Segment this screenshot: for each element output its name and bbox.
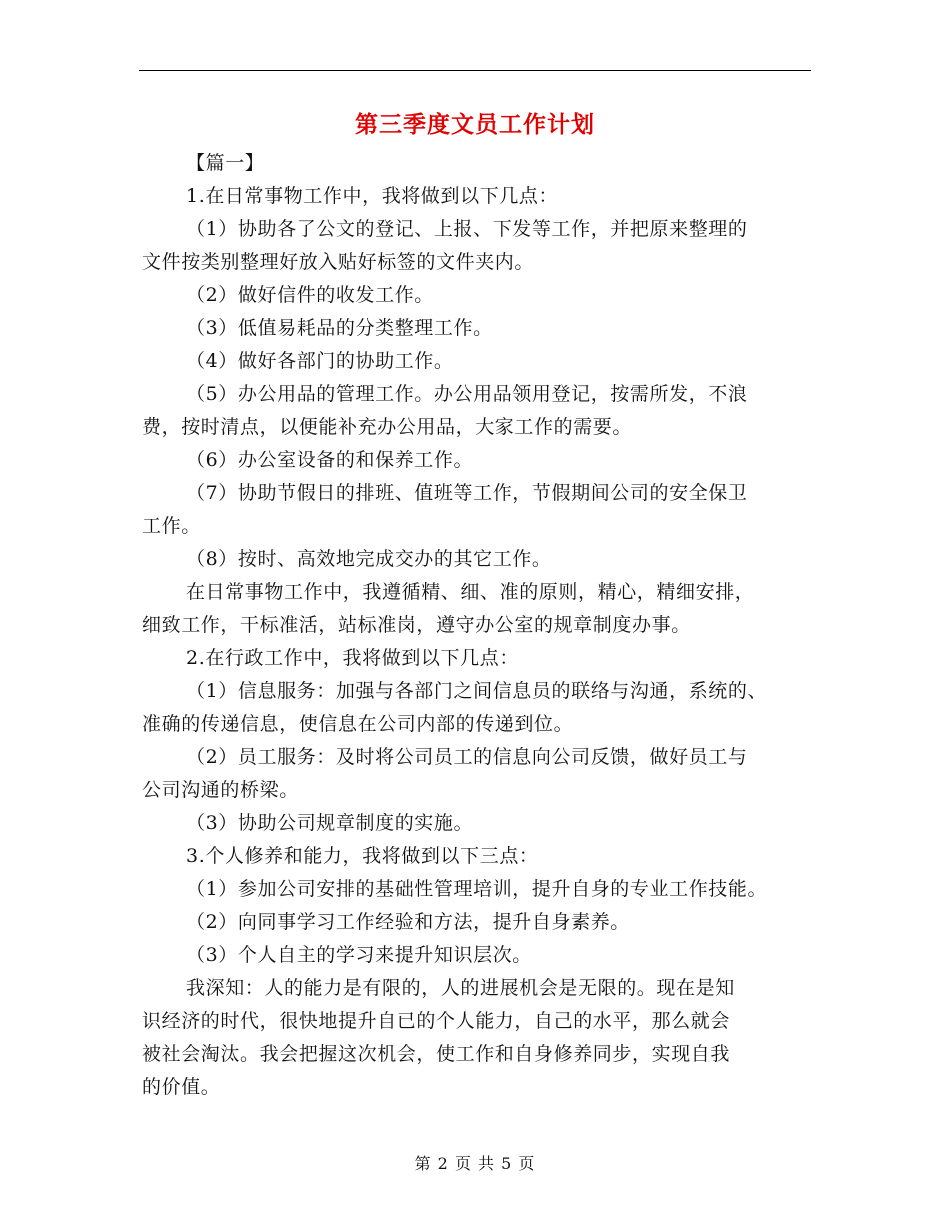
paragraph-line: （8）按时、高效地完成交办的其它工作。 — [186, 548, 552, 570]
paragraph-line: （6）办公室设备的和保养工作。 — [186, 449, 474, 471]
document-body — [142, 147, 814, 1104]
paragraph-line: 被社会淘汰。我会把握这次机会，使工作和自身修养同步，实现自我 — [142, 1043, 731, 1065]
paragraph-line: （7）协助节假日的排班、值班等工作，节假期间公司的安全保卫 — [186, 482, 748, 504]
page-footer: 第 2 页 共 5 页 — [414, 1154, 536, 1173]
paragraph-line: 2.在行政工作中，我将做到以下几点： — [186, 647, 519, 669]
paragraph-line: （1）参加公司安排的基础性管理培训，提升自身的专业工作技能。 — [186, 878, 768, 900]
paragraph-line: （3）个人自主的学习来提升知识层次。 — [186, 944, 532, 966]
paragraph-line: 工作。 — [142, 515, 201, 537]
paragraph-line: （2）向同事学习工作经验和方法，提升自身素养。 — [186, 911, 630, 933]
paragraph-line: 在日常事物工作中，我遵循精、细、准的原则，精心，精细安排， — [186, 581, 755, 603]
header-rule — [139, 70, 811, 71]
paragraph-line: 的价值。 — [142, 1076, 221, 1098]
paragraph-line: （2）员工服务：及时将公司员工的信息向公司反馈，做好员工与 — [186, 746, 748, 768]
paragraph-line: （3）低值易耗品的分类整理工作。 — [186, 317, 493, 339]
paragraph-line: （5）办公用品的管理工作。办公用品领用登记，按需所发，不浪 — [186, 383, 748, 405]
paragraph-line: 1.在日常事物工作中，我将做到以下几点： — [186, 185, 559, 207]
paragraph-line: 【篇一】 — [186, 152, 265, 174]
paragraph-line: 细致工作，干标准活，站标准岗，遵守办公室的规章制度办事。 — [142, 614, 691, 636]
paragraph-line: 3.个人修养和能力，我将做到以下三点： — [186, 845, 539, 867]
paragraph-line: 准确的传递信息，使信息在公司内部的传递到位。 — [142, 713, 574, 735]
paragraph-line: （3）协助公司规章制度的实施。 — [186, 812, 474, 834]
paragraph-line: 我深知：人的能力是有限的，人的进展机会是无限的。现在是知 — [186, 977, 735, 999]
paragraph-line: （4）做好各部门的协助工作。 — [186, 350, 454, 372]
paragraph-line: 公司沟通的桥梁。 — [142, 779, 299, 801]
paragraph-line: （1）信息服务：加强与各部门之间信息员的联络与沟通，系统的、 — [186, 680, 768, 702]
paragraph-line: 费，按时清点，以便能补充办公用品，大家工作的需要。 — [142, 416, 633, 438]
paragraph-line: 识经济的时代，很快地提升自已的个人能力，自己的水平，那么就会 — [142, 1010, 731, 1032]
document-title: 第三季度文员工作计划 — [355, 111, 595, 138]
paragraph-line: 文件按类别整理好放入贴好标签的文件夹内。 — [142, 251, 535, 273]
paragraph-line: （1）协助各了公文的登记、上报、下发等工作，并把原来整理的 — [186, 218, 748, 240]
paragraph-line: （2）做好信件的收发工作。 — [186, 284, 434, 306]
